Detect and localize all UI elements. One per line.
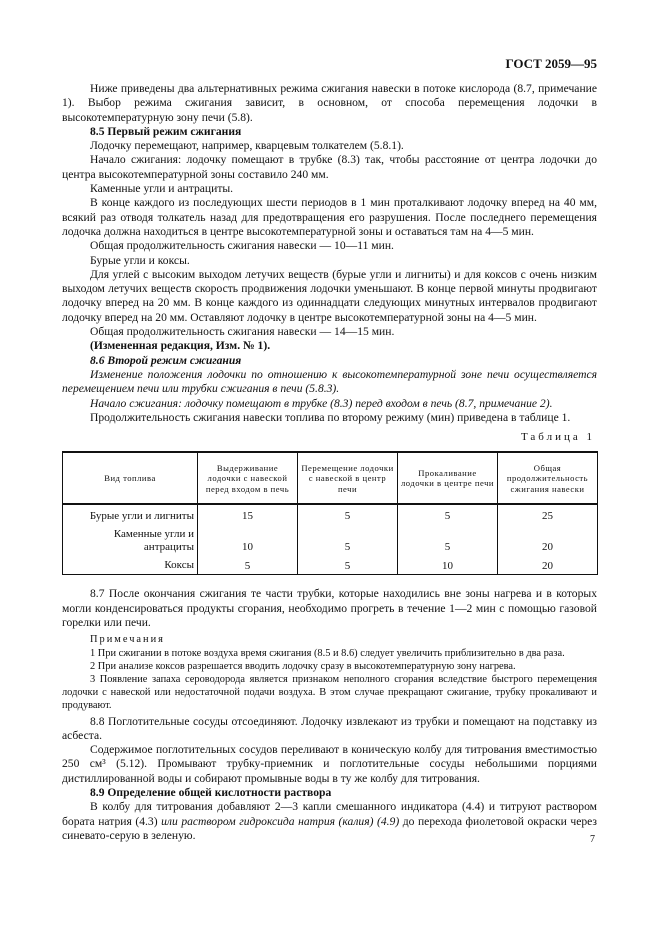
text-run: В колбу для титрования добавляют 2—3 капли смешанного индикатора (4.4) и титруют раствором бората натрия (4.3)	[62, 800, 597, 828]
paragraph: Начало сжигания: лодочку помещают в трубке (8.3) так, чтобы расстояние от центра лодочки до центра высокотемпературной зоны составило 240 мм.	[62, 153, 597, 181]
document-number: ГОСТ 2059—95	[505, 56, 597, 71]
note: 3 Появление запаха сероводорода является признаком неполного сгорания вследствие быстрого перемещения лодочки с навеской или недостаточной подачи воздуха. В этом случае прекращают сжигание, трубку прокаливают и продувают.	[62, 673, 597, 712]
paragraph: Начало сжигания: лодочку помещают в трубке (8.3) перед входом в печь (8.7, примечание 2).	[90, 396, 553, 410]
amendment-note: (Измененная редакция, Изм. № 1).	[90, 339, 271, 353]
table-cell: 5	[198, 555, 298, 575]
paragraph: Изменение положения лодочки по отношению к высокотемпературной зоне печи осуществляется перемещением печи или трубки сжигания в печи (5.8.3).	[62, 367, 597, 396]
paragraph: 8.8 Поглотительные сосуды отсоединяют. Лодочку извлекают из трубки и помещают на подставку из асбеста.	[62, 714, 597, 742]
table-row	[63, 524, 598, 555]
table-cell: 25	[498, 504, 598, 524]
fuel-type-cell: Коксы	[63, 555, 198, 575]
fuel-type-cell: Каменные угли и антрациты	[63, 524, 198, 555]
paragraph: Для углей с высоким выходом летучих веществ (бурые угли и лигниты) и для коксов с очень низким выходом летучих веществ скорость продвижения лодочки уменьшают. В конце первой минуты продвигают лодочку вперед на 20 мм. В конце каждого из одиннадцати следующих минутных интервалов продвигают лодочку вперед на 20 мм. Оставляют лодочку в центре высокотемпературной зоны на 4—5 мин.	[62, 267, 597, 324]
document-body	[62, 82, 597, 843]
table-cell: 5	[398, 524, 498, 555]
text-run-italic: или раствором гидроксида натрия (калия) (4.9)	[161, 814, 400, 828]
page-number: 7	[590, 834, 595, 845]
table-cell: 15	[198, 504, 298, 524]
table-caption: Таблица 1	[520, 431, 595, 444]
column-header: Общая продолжительность сжигания навески	[498, 452, 598, 504]
table-cell: 10	[198, 524, 298, 555]
section-heading-8-9: 8.9 Определение общей кислотности раствора	[90, 786, 332, 800]
paragraph: Каменные угли и антрациты.	[90, 182, 234, 196]
paragraph: Общая продолжительность сжигания навески — 10—11 мин.	[90, 239, 394, 253]
paragraph: Продолжительность сжигания навески топлива по второму режиму (мин) приведена в таблице 1.	[90, 410, 571, 424]
section-heading-8-5: 8.5 Первый режим сжигания	[90, 124, 242, 138]
table-cell: 5	[298, 504, 398, 524]
table-cell: 5	[398, 504, 498, 524]
table-cell: 20	[498, 524, 598, 555]
column-header: Прокаливание лодочки в центре печи	[398, 452, 498, 504]
section-heading-8-6: 8.6 Второй режим сжигания	[90, 353, 242, 367]
paragraph: Бурые угли и коксы.	[90, 253, 190, 267]
paragraph-8-9	[62, 800, 597, 843]
note: 2 При анализе коксов разрешается вводить лодочку сразу в высокотемпературную зону нагрева.	[90, 660, 516, 672]
paragraph: 8.7 После окончания сжигания те части трубки, которые находились вне зоны нагрева и в которых могли конденсироваться продукты сгорания, необходимо прогреть в течение 1—2 мин с помощью газовой горелки или печи.	[62, 587, 597, 630]
paragraph: Общая продолжительность сжигания навески — 14—15 мин.	[90, 325, 395, 339]
column-header: Вид топлива	[63, 452, 198, 504]
table-cell: 5	[298, 524, 398, 555]
table-row	[63, 555, 598, 575]
table-header-row	[63, 452, 598, 504]
table-cell: 5	[298, 555, 398, 575]
paragraph: Содержимое поглотительных сосудов переливают в коническую колбу для титрования вместимостью 250 см³ (5.12). Промывают трубку-приемник и поглотительные сосуды небольшими порциями дистиллированной воды и собирают промывные воды в ту же колбу для титрования.	[62, 743, 597, 785]
paragraph: В конце каждого из последующих шести периодов в 1 мин проталкивают лодочку вперед на 40 мм, всякий раз отводя толкатель назад для предотвращения его разрушения. После последнего перемещения лодочка должна находиться в центре высокотемпературной зоны и оставаться там на 4—5 мин.	[62, 196, 597, 238]
fuel-type-cell: Бурые угли и лигниты	[63, 504, 198, 524]
paragraph: Ниже приведены два альтернативных режима сжигания навески в потоке кислорода (8.7, примечание 1). Выбор режима сжигания зависит, в основном, от способа перемещения лодочки в высокотемпературную зону печи (5.8).	[62, 82, 597, 124]
paragraph: Лодочку перемещают, например, кварцевым толкателем (5.8.1).	[90, 139, 404, 153]
combustion-time-table	[62, 451, 598, 575]
table-cell: 20	[498, 555, 598, 575]
table-cell: 10	[398, 555, 498, 575]
table-row	[63, 504, 598, 524]
notes-title: Примечания	[90, 634, 165, 646]
column-header: Перемещение лодочки с навеской в центр печи	[298, 452, 398, 504]
note: 1 При сжигании в потоке воздуха время сжигания (8.5 и 8.6) следует увеличить приблизительно в два раза.	[90, 647, 565, 659]
column-header: Выдерживание лодочки с навеской перед входом в печь	[198, 452, 298, 504]
text-run: до перехода фиолетовой окраски через синевато-серую в зеленую.	[62, 814, 597, 842]
